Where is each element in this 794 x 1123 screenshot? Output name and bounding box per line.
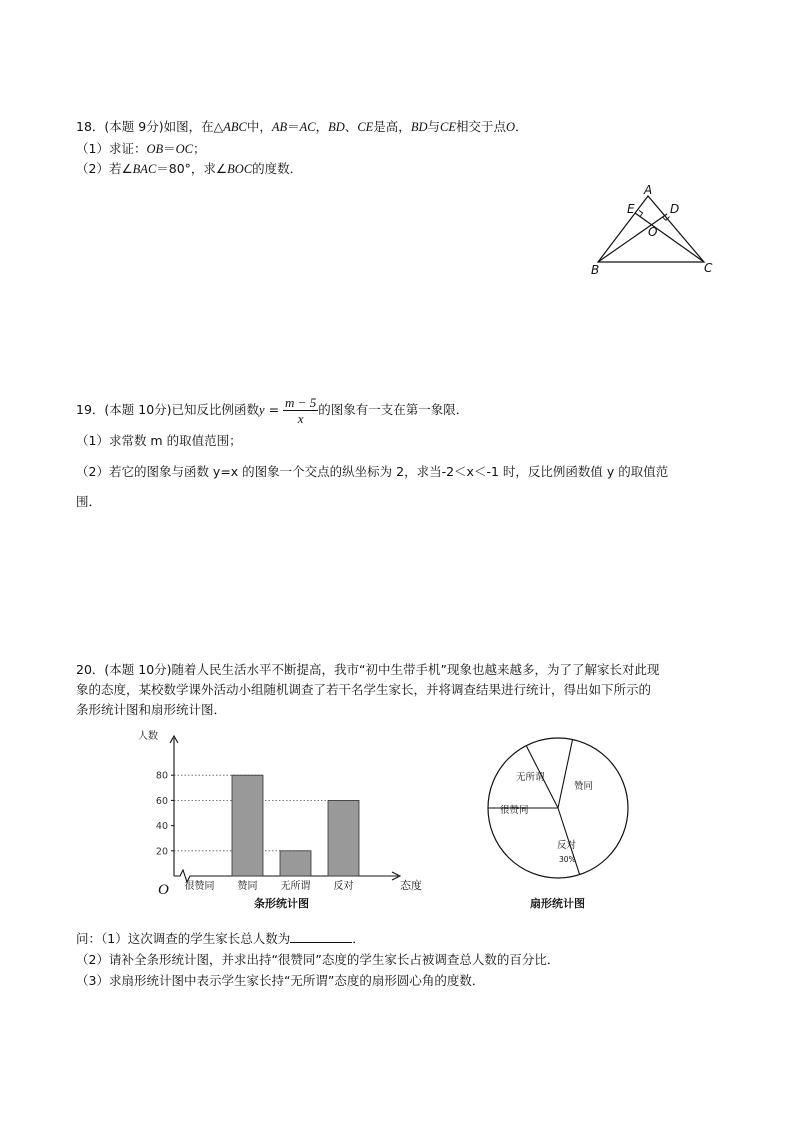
q20-ask3: （3）求扇形统计图中表示学生家长持“无所谓”态度的扇形圆心角的度数． [76,973,485,988]
q20-ask1: 问：（1）这次调查的学生家长总人数为 ． [76,931,365,946]
bar-chart-title: 条形统计图 [254,897,309,910]
label-b: B [591,263,600,277]
x-axis-label: 态度 [400,879,422,892]
q20-stem-line2: 象的态度，某校数学课外活动小组随机调查了若干名学生家长，并将调查结果进行统计，得出如下所示的 [76,682,652,697]
label-a: A [644,183,653,197]
x-tick-label-很赞同: 很赞同 [184,881,215,892]
q19-stem: 19．(本题 10分)已知反比例函数y = $\frac{m - 5}{x}$ 的图象有一支在第一象限． [76,395,469,426]
q20-stem-line3: 条形统计图和扇形统计图． [76,702,227,717]
q18-part1: （1）求证：OB＝OC； [76,141,206,156]
q19-part1: （1）求常数 m 的取值范围； [76,433,242,448]
bar-无所谓 [280,851,311,876]
q19-part2-line1: （2）若它的图象与函数 y=x 的图象一个交点的纵坐标为 2，求当-2＜x＜-1 时，反比例函数值 y 的取值范 [76,464,669,479]
q20-stem-line1: 20．(本题 10分)随着人民生活水平不断提高，我市“初中生带手机”现象也越来越多，为了了解家长对此现 [76,662,660,677]
x-tick-label-反对: 反对 [333,881,354,892]
slice-label-zantong: 赞同 [574,781,594,792]
slice-label-wusuowei: 无所谓 [516,772,545,783]
label-e: E [627,202,635,216]
fraction: $\frac{m - 5}{x}$ [285,395,317,426]
answer-blank[interactable] [290,930,352,943]
q18-stem: 18．(本题 9分)如图，在△ABC中，AB＝AC，BD、CE是高，BD与CE相交于点O． [76,119,528,134]
label-o: O [648,225,658,239]
bar-反对 [328,800,359,876]
slice-label-fandui-pct: 30% [559,855,576,864]
bar-赞同 [232,775,263,876]
q20-ask2: （2）请补全条形统计图，并求出持“很赞同”态度的学生家长占被调查总人数的百分比． [76,952,560,967]
origin-label: O [158,882,169,898]
q19-part2-line2: 围． [76,494,102,509]
pie-chart [486,736,636,916]
slice-label-henzantong: 很赞同 [500,805,529,816]
y-tick-label-40: 40 [155,821,168,833]
y-axis-label: 人数 [138,731,158,742]
pie-chart-title: 扇形统计图 [530,897,585,910]
x-tick-label-赞同: 赞同 [237,881,258,892]
y-tick-label-80: 80 [155,770,168,782]
bar-chart [130,726,430,916]
slice-label-fandui: 反对 [557,840,577,851]
label-c: C [704,261,713,275]
y-tick-label-20: 20 [155,846,168,858]
y-tick-label-60: 60 [155,795,168,807]
q18-part2: （2）若∠BAC＝80°，求∠BOC的度数． [76,161,303,176]
label-d: D [670,202,680,216]
triangle-figure [580,180,730,280]
x-tick-label-无所谓: 无所谓 [280,881,311,892]
altitude-ce [635,213,704,262]
